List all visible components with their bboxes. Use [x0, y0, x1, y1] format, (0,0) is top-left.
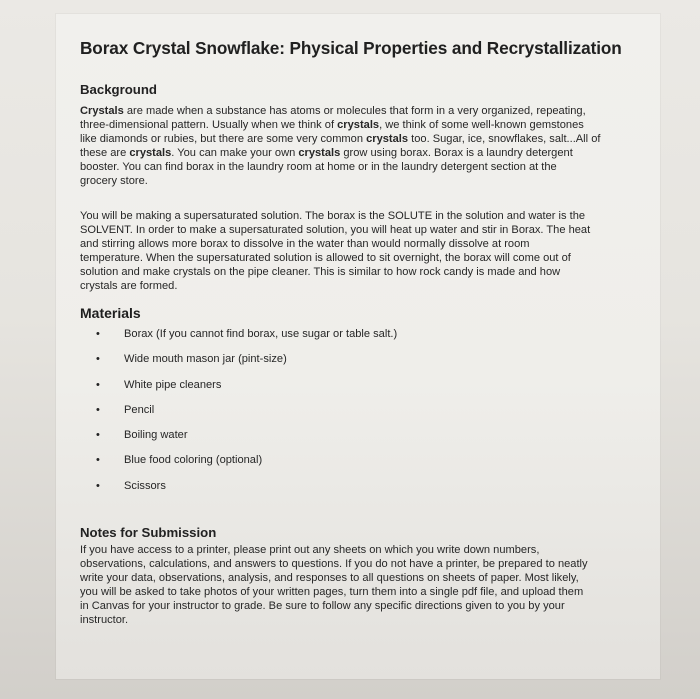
- paragraph-line: and stirring allows more borax to dissolve in the water than would normally dissolve at room: [80, 237, 530, 250]
- paragraph-line: write your data, observations, analysis, and responses to all questions on sheets of paper. Most likely,: [80, 571, 579, 584]
- paragraph-line: booster. You can find borax in the laundry room at home or in the laundry detergent section at the: [80, 160, 557, 173]
- paragraph-line: You will be making a supersaturated solution. The borax is the SOLUTE in the solution and water is the: [80, 210, 586, 222]
- paragraph-line: instructor.: [80, 613, 129, 626]
- material-label: Pencil: [124, 403, 155, 416]
- paragraph-line: grocery store.: [80, 174, 148, 187]
- material-label: Boiling water: [124, 429, 188, 442]
- background-paragraph-1: [80, 105, 640, 188]
- material-label: White pipe cleaners: [124, 378, 222, 391]
- paragraph-line: Crystals are made when a substance has atoms or molecules that form in a very organized, repeating,: [80, 105, 586, 117]
- page-title: Borax Crystal Snowflake: Physical Properties and Recrystallization: [80, 38, 622, 58]
- bullet-icon: •: [96, 454, 100, 467]
- paragraph-line: temperature. When the supersaturated solution is allowed to sit overnight, the borax will come out of: [80, 251, 571, 264]
- paragraph-line: SOLVENT. In order to make a supersaturated solution, you will heat up water and stir in Borax. The heat: [80, 223, 591, 236]
- notes-paragraph: [80, 544, 640, 627]
- material-label: Wide mouth mason jar (pint-size): [124, 353, 287, 366]
- paragraph-line: these are crystals. You can make your own crystals grow using borax. Borax is a laundry detergent: [80, 146, 573, 159]
- paragraph-line: you will be asked to take photos of your written pages, turn them into a single pdf file, and upload them: [80, 585, 584, 598]
- background-paragraph-2: [80, 210, 640, 293]
- material-label: Scissors: [124, 479, 166, 492]
- paragraph-line: three-dimensional pattern. Usually when we think of crystals, we think of some well-known gemstones: [80, 118, 584, 131]
- bullet-icon: •: [96, 429, 100, 442]
- materials-heading: Materials: [80, 305, 141, 321]
- bullet-icon: •: [96, 403, 100, 416]
- paragraph-line: observations, calculations, and answers to questions. If you do not have a printer, be prepared to neatly: [80, 557, 588, 570]
- document-page: [56, 14, 660, 679]
- paragraph-line: If you have access to a printer, please print out any sheets on which you write down numbers,: [80, 544, 540, 556]
- bullet-icon: •: [96, 378, 100, 391]
- paragraph-line: crystals are formed.: [80, 279, 178, 292]
- paragraph-line: like diamonds or rubies, but there are some very common crystals too. Sugar, ice, snowflakes, salt...All of: [80, 132, 601, 145]
- bullet-icon: •: [96, 479, 100, 492]
- notes-heading: Notes for Submission: [80, 525, 217, 540]
- bullet-icon: •: [96, 328, 100, 340]
- paragraph-line: solution and make crystals on the pipe cleaner. This is similar to how rock candy is made and how: [80, 265, 561, 278]
- material-label: Borax (If you cannot find borax, use sugar or table salt.): [124, 328, 398, 340]
- background-heading: Background: [80, 82, 157, 97]
- material-label: Blue food coloring (optional): [124, 454, 263, 467]
- paragraph-line: in Canvas for your instructor to grade. Be sure to follow any specific directions given to you by your: [80, 599, 565, 612]
- bullet-icon: •: [96, 353, 100, 366]
